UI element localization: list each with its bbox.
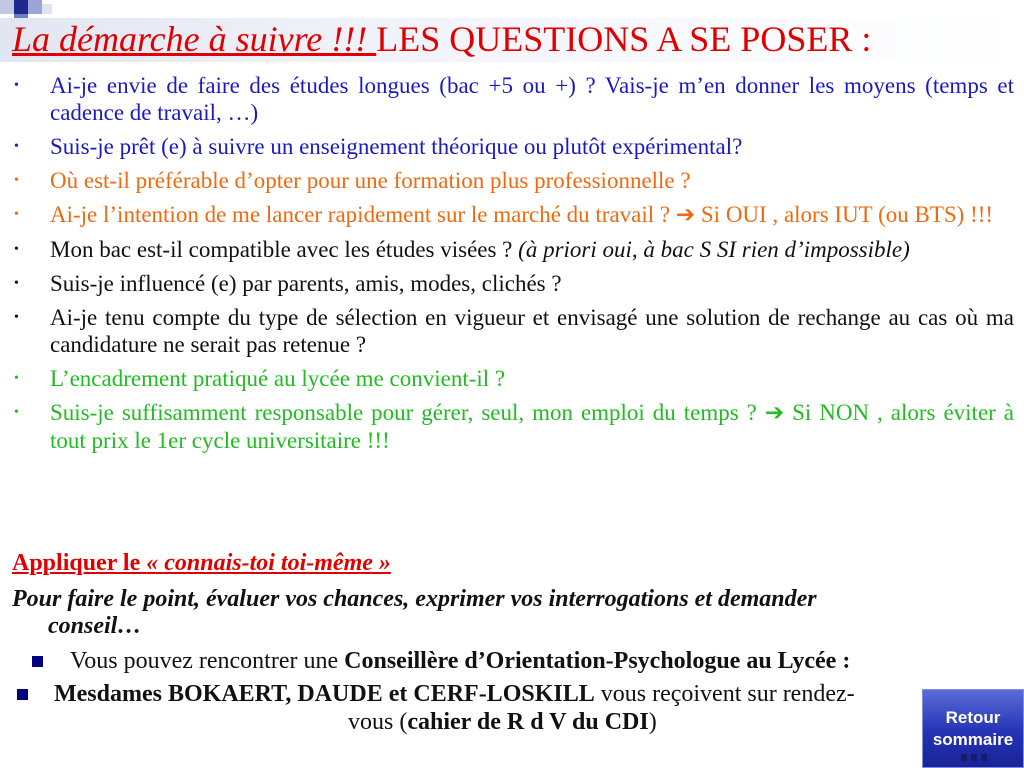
list-item-italic: (à priori oui, à bac S SI rien d’impossible) xyxy=(518,237,910,262)
list-item xyxy=(8,236,1014,263)
bullet-icon: • xyxy=(14,139,19,154)
list-item-text: L’encadrement pratiqué au lycée me convient-il ? xyxy=(50,366,506,391)
list-item-text-after: Si OUI , alors IUT (ou BTS) !!! xyxy=(695,202,994,227)
retour-sommaire-button[interactable] xyxy=(922,689,1024,768)
list-item-text-after: Si NON , alors éviter à tout prix le 1er cycle universitaire !!! xyxy=(50,400,1014,453)
list-item-text: Suis-je prêt (e) à suivre un enseignement théorique ou plutôt expérimental? xyxy=(50,134,743,159)
names-bold: Mesdames BOKAERT, DAUDE et CERF-LOSKILL xyxy=(54,681,595,707)
names-line2-plain: vous ( xyxy=(348,709,408,735)
bullet-icon: • xyxy=(14,242,19,257)
list-item-text: Ai-je l’intention de me lancer rapidement sur le marché du travail ? xyxy=(50,202,676,227)
square-bullet-icon xyxy=(17,689,28,700)
decor-square-icon xyxy=(0,0,14,14)
bullet-icon: • xyxy=(14,207,19,222)
names-line-2 xyxy=(348,709,657,736)
list-item xyxy=(8,365,1014,392)
paragraph-line-1: Pour faire le point, évaluer vos chances, exprimer vos interrogations et demander xyxy=(12,586,817,612)
page-title xyxy=(12,20,871,60)
decor-square-icon xyxy=(42,4,52,14)
decor-square-icon xyxy=(28,0,42,14)
questions-list xyxy=(8,72,1014,461)
list-item-text: Suis-je influencé (e) par parents, amis, modes, clichés ? xyxy=(50,271,562,296)
home-icon xyxy=(959,751,989,763)
names-rest: vous reçoivent sur rendez- xyxy=(594,681,855,707)
decor-square-icon xyxy=(14,0,28,14)
list-item xyxy=(8,304,1014,358)
list-item-text: Ai-je envie de faire des études longues (bac +5 ou +) ? Vais-je m’en donner les moyens (temps et cadence de travail, …) xyxy=(50,73,1014,125)
sommaire-label: sommaire xyxy=(932,730,1014,749)
list-item-text: Ai-je tenu compte du type de sélection en vigueur et envisagé une solution de rechange au cas où ma candidature ne serait pas retenue ? xyxy=(50,305,1014,357)
arrow-right-icon: ➔ xyxy=(675,202,696,228)
section-subtitle xyxy=(12,550,391,577)
list-item-text: Suis-je suffisamment responsable pour gérer, seul, mon emploi du temps ? xyxy=(50,400,765,425)
list-item xyxy=(8,399,1014,454)
list-item xyxy=(8,72,1014,126)
list-item xyxy=(8,201,1014,229)
names-line2-end: ) xyxy=(648,709,657,735)
bullet-icon: • xyxy=(14,276,19,291)
contact-bold: Conseillère d’Orientation-Psychologue au Lycée : xyxy=(344,648,851,674)
bullet-icon: • xyxy=(14,78,19,93)
subtitle-italic: « connais-toi toi-même » xyxy=(146,550,391,576)
retour-label: Retour xyxy=(945,708,1001,727)
list-item xyxy=(8,270,1014,297)
bullet-icon: • xyxy=(14,310,19,325)
bullet-icon: • xyxy=(14,371,19,386)
square-bullet-icon xyxy=(32,656,43,667)
contact-prefix: Vous pouvez rencontrer une xyxy=(70,648,345,674)
title-main: LES QUESTIONS A SE POSER : xyxy=(376,19,872,59)
title-italic: La démarche à suivre !!! xyxy=(12,19,377,59)
list-item-text: Où est-il préférable d’opter pour une formation plus professionnelle ? xyxy=(50,168,691,193)
paragraph-line-2: conseil… xyxy=(48,613,142,639)
arrow-right-icon: ➔ xyxy=(764,400,785,426)
names-line xyxy=(54,681,855,708)
list-item xyxy=(8,133,1014,160)
list-item xyxy=(8,167,1014,194)
names-line2-bold: cahier de R d V du CDI xyxy=(407,709,649,735)
subtitle-plain: Appliquer le xyxy=(12,550,147,576)
bullet-icon: • xyxy=(14,173,19,188)
advice-paragraph xyxy=(12,586,1014,640)
bullet-icon: • xyxy=(14,405,19,420)
list-item-text: Mon bac est-il compatible avec les études visées ? xyxy=(50,237,519,262)
contact-line xyxy=(70,648,850,675)
